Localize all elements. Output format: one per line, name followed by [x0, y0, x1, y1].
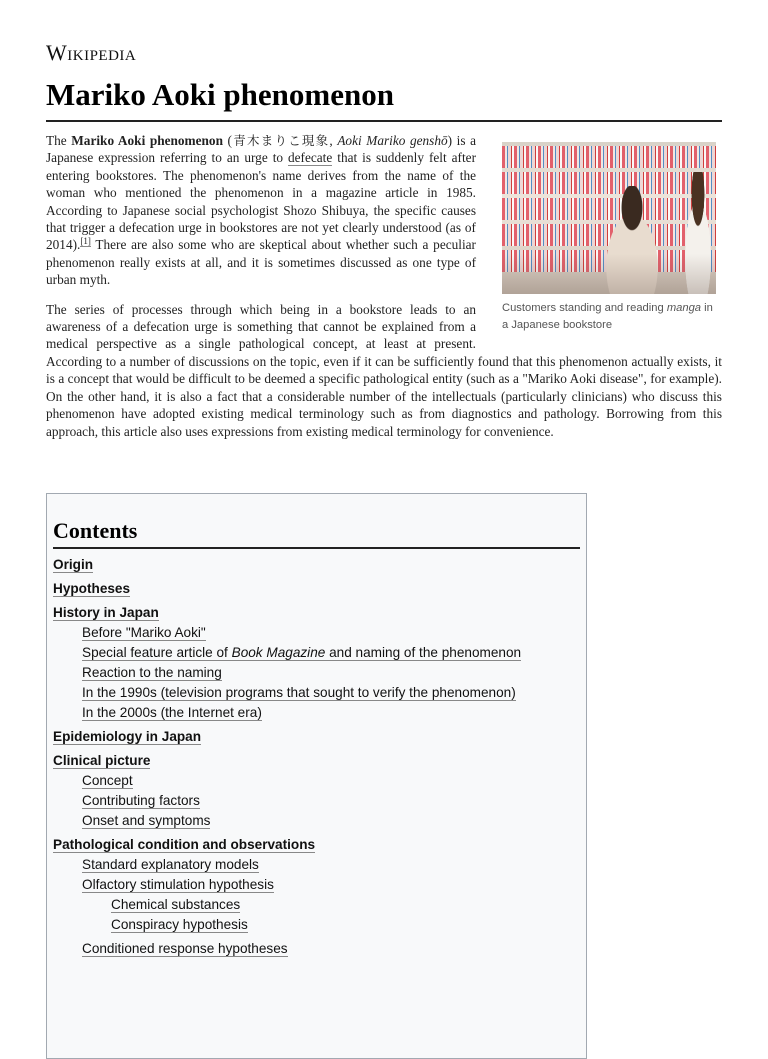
toc-item-standard-models[interactable]: Standard explanatory models: [82, 857, 259, 872]
intro-paragraph: The Mariko Aoki phenomenon (青木まりこ現象, Aoki Mariko genshō) is a Japanese expression referring to an urge to defecate that is suddenly felt after entering bookstores. The phenomenon's name derives from the name of the woman who mentioned the phenomenon in a magazine article in 1985. According to Japanese social psychologist Shozo Shibuya, the specific causes that trigger a defecation urge in bookstores are not yet clearly understood (as of 2014).[1] There are also some who are skeptical about whether such a peculiar phenomenon really exists at all, and it is sometimes discussed as one type of urban myth.: [46, 133, 476, 288]
link-defecate[interactable]: defecate: [288, 150, 333, 166]
toc-item-contributing[interactable]: Contributing factors: [82, 793, 200, 808]
page-title: Mariko Aoki phenomenon: [46, 76, 722, 122]
toc-item-olfactory[interactable]: Olfactory stimulation hypothesis: [82, 877, 274, 892]
toc-item-hypotheses[interactable]: Hypotheses: [53, 581, 131, 596]
toc-item-onset[interactable]: Onset and symptoms: [82, 813, 211, 828]
article-image-box: [502, 142, 722, 334]
toc-item-origin[interactable]: Origin: [53, 557, 94, 572]
toc-item-conditioned[interactable]: Conditioned response hypotheses: [82, 941, 288, 956]
toc-item-special-feature[interactable]: Special feature article of Book Magazine and naming of the phenomenon: [82, 645, 522, 660]
toc-item-1990s[interactable]: In the 1990s (television programs that sought to verify the phenomenon): [82, 685, 516, 700]
toc-item-history[interactable]: History in Japan: [53, 605, 159, 620]
subject-bold: Mariko Aoki phenomenon: [71, 133, 223, 148]
toc-item-2000s[interactable]: In the 2000s (the Internet era): [82, 705, 262, 720]
article-body: [46, 132, 722, 452]
romanized-name: Aoki Mariko genshō: [337, 133, 448, 148]
toc-item-conspiracy[interactable]: Conspiracy hypothesis: [111, 917, 248, 932]
toc-list: [53, 555, 581, 959]
toc-item-clinical[interactable]: Clinical picture: [53, 753, 151, 768]
toc-title: Contents: [53, 518, 580, 549]
wikipedia-wordmark[interactable]: Wikipedia: [46, 40, 137, 65]
bookstore-photo[interactable]: [502, 142, 716, 294]
reference-link[interactable]: [1]: [80, 236, 91, 247]
table-of-contents: [46, 493, 587, 1059]
toc-item-pathological[interactable]: Pathological condition and observations: [53, 837, 316, 852]
second-paragraph: The series of processes through which being in a bookstore leads to an awareness of a defecation urge is something that cannot be explained from a medical perspective as a single pathological concept, at least at present. According to a number of discussions on the topic, even if it can be sufficiently found that this phenomenon actually exists, it is a concept that would be difficult to be deemed a specific pathological entity (such as a "Mariko Aoki disease", for example). On the other hand, it is also a fact that a considerable number of the intellectuals (particularly clinicians) who discuss this phenomenon have adopted existing medical terminology such as from diagnostics and pathology. Borrowing from this approach, this article also uses expressions from existing medical terminology for convenience.: [46, 301, 722, 439]
toc-item-reaction[interactable]: Reaction to the naming: [82, 665, 222, 680]
toc-item-before[interactable]: Before "Mariko Aoki": [82, 625, 206, 640]
toc-item-chemical[interactable]: Chemical substances: [111, 897, 241, 912]
japanese-name: 青木まりこ現象: [231, 133, 330, 148]
toc-item-epidemiology[interactable]: Epidemiology in Japan: [53, 729, 202, 744]
toc-item-concept[interactable]: Concept: [82, 773, 133, 788]
image-caption: Customers standing and reading manga in a Japanese bookstore: [502, 302, 713, 331]
